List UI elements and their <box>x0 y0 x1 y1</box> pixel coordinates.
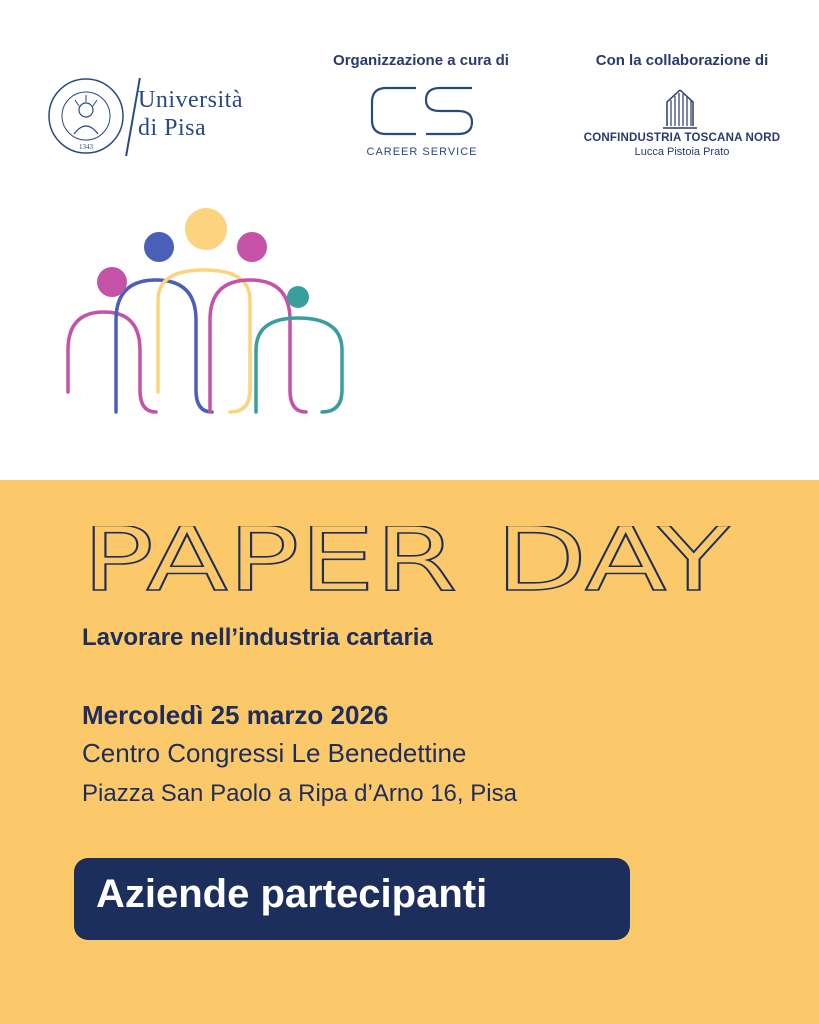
cs-logo-icon <box>368 84 476 138</box>
organizer-label: Organizzazione a cura di <box>333 52 509 69</box>
university-seal-icon <box>46 76 126 156</box>
seal-year: 1343 <box>79 143 93 151</box>
event-date: Mercoledì 25 marzo 2026 <box>82 700 389 730</box>
participating-companies-label: Aziende partecipanti <box>96 872 488 916</box>
event-title-text: PAPER DAY <box>82 526 731 598</box>
people-group-illustration <box>60 200 355 420</box>
event-subtitle: Lavorare nell’industria cartaria <box>82 624 433 651</box>
confindustria-name: CONFINDUSTRIA TOSCANA NORD <box>583 132 781 144</box>
university-logo <box>46 76 291 161</box>
event-venue: Centro Congressi Le Benedettine <box>82 738 467 768</box>
university-name-line1: Università <box>138 87 243 113</box>
confindustria-subtitle: Lucca Pistoia Prato <box>634 146 730 158</box>
university-name <box>138 86 243 142</box>
event-address: Piazza San Paolo a Ripa d’Arno 16, Pisa <box>82 780 517 807</box>
participating-companies-button[interactable] <box>74 858 630 940</box>
event-title <box>82 526 732 598</box>
university-name-line2: di Pisa <box>138 115 207 141</box>
career-service-label: CAREER SERVICE <box>366 146 478 158</box>
confindustria-logo-icon <box>657 88 703 130</box>
collaborator-label: Con la collaborazione di <box>595 52 769 69</box>
